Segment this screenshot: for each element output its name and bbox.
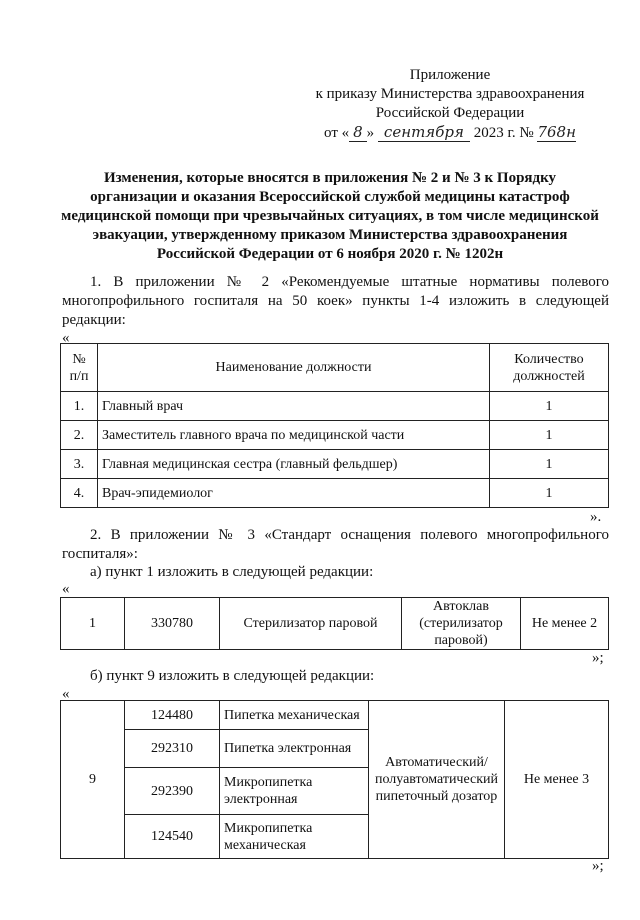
open-quote-2: « [62, 581, 70, 597]
table-row: 1. Главный врач 1 [61, 392, 609, 421]
item-qty: Не менее 2 [521, 598, 609, 650]
order-number: 768н [537, 123, 576, 141]
item-number: 1 [61, 598, 125, 650]
order-date-line: от « 8 » сентября 2023 г. № 768н [324, 123, 576, 141]
date-month: сентября [378, 123, 470, 142]
paragraph-2: 2. В приложении № 3 «Стандарт оснащения полевого многопрофильного госпиталя»: [62, 527, 609, 562]
appendix-label: Приложение [409, 67, 491, 83]
col-header-position: Наименование должности [98, 344, 490, 392]
table-row: 2. Заместитель главного врача по медицинской части 1 [61, 421, 609, 450]
table-row: 292390 Микропипетка электронная [61, 768, 609, 815]
table-row: 9 124480 Пипетка механическая Автоматический/полуавтоматический пипеточный дозатор Не менее 3 [61, 701, 609, 730]
table-row: 124540 Микропипетка механическая [61, 815, 609, 859]
table-row: 4. Врач-эпидемиолог 1 [61, 479, 609, 508]
table-row [61, 598, 609, 650]
col-header-count: Количество должностей [490, 344, 609, 392]
paragraph-2a: а) пункт 1 изложить в следующей редакции: [90, 564, 374, 580]
appendix-header [300, 66, 600, 143]
item-qty: Не менее 3 [505, 701, 609, 859]
federation-label: Российской Федерации [375, 105, 525, 121]
open-quote-1: « [62, 330, 70, 346]
staff-table [60, 343, 609, 508]
close-quote-1: ». [590, 509, 602, 525]
item-number: 9 [61, 701, 125, 859]
open-quote-3: « [62, 686, 70, 702]
item-type: Автоклав (стерилизатор паровой) [402, 598, 521, 650]
date-day: 8 [349, 123, 367, 142]
close-quote-2: »; [592, 650, 604, 666]
item-name: Стерилизатор паровой [220, 598, 402, 650]
item-group: Автоматический/полуавтоматический пипеточный дозатор [369, 701, 505, 859]
equipment-table-item-1 [60, 597, 609, 650]
equipment-table-item-9 [60, 700, 609, 859]
item-code: 330780 [125, 598, 220, 650]
order-reference: к приказу Министерства здравоохранения [315, 86, 585, 102]
table-header-row [61, 344, 609, 392]
date-year: 2023 г. № [473, 125, 534, 141]
document-title: Изменения, которые вносятся в приложения № 2 и № 3 к Порядку организации и оказания Всероссийской службой медицины катастроф медицинской помощи при чрезвычайных ситуациях, в том числе медицинской эвакуации, утвержденному приказом Министерства здравоохранения Российской Федерации от 6 ноября 2020 г. № 1202н [61, 170, 599, 262]
paragraph-1: 1. В приложении № 2 «Рекомендуемые штатные нормативы полевого многопрофильного госпиталя на 50 коек» пункты 1-4 изложить в следующей редакции: [62, 274, 609, 328]
table-row: 292310 Пипетка электронная [61, 730, 609, 768]
table-row: 3. Главная медицинская сестра (главный фельдшер) 1 [61, 450, 609, 479]
paragraph-2b: б) пункт 9 изложить в следующей редакции: [90, 668, 375, 684]
close-quote-3: »; [592, 858, 604, 874]
col-header-number: № п/п [61, 344, 98, 392]
